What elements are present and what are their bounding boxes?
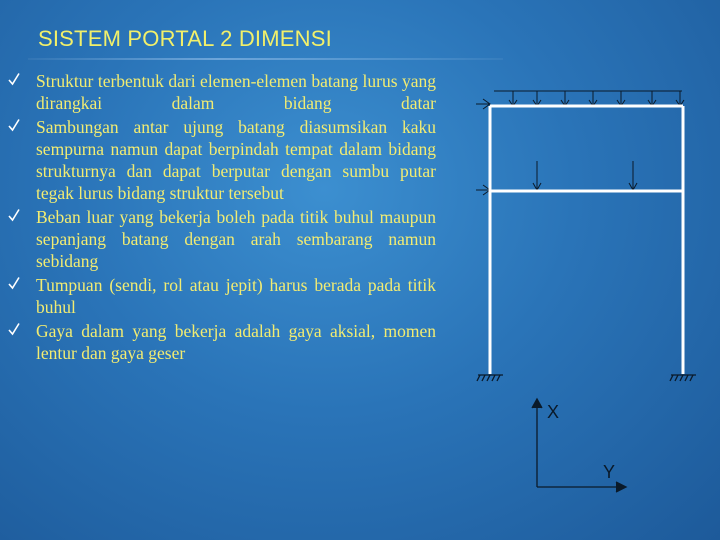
load-arrow [589, 91, 597, 106]
load-arrow [648, 91, 656, 106]
point-load-left [533, 161, 541, 190]
title-block [38, 26, 418, 52]
frame-members [490, 106, 683, 374]
bullet-text: Beban luar yang bekerja boleh pada titik buhul maupun sepanjang batang dengan arah sembarang namun sebidang [36, 207, 436, 271]
check-icon [8, 72, 20, 86]
distributed-load [494, 91, 684, 106]
fixed-support-right [670, 375, 696, 381]
check-icon [8, 118, 20, 132]
load-arrow [617, 91, 625, 106]
arrow-up-icon [532, 399, 542, 408]
axis-y-label: Y [603, 462, 616, 482]
list-item [8, 206, 436, 272]
load-arrow [676, 91, 684, 106]
bullet-text: Struktur terbentuk dari elemen-elemen batang lurus yang dirangkai dalam bidang datar [36, 71, 436, 113]
list-item [8, 116, 436, 204]
point-load-right [629, 161, 637, 190]
check-icon [8, 322, 20, 336]
portal-frame-diagram [470, 80, 720, 510]
horizontal-load-mid [476, 185, 490, 195]
bullet-text: Tumpuan (sendi, rol atau jepit) harus berada pada titik buhul [36, 275, 436, 317]
list-item [8, 274, 436, 318]
horizontal-load-top [476, 99, 490, 109]
bullet-list [8, 70, 436, 366]
fixed-support-left [477, 375, 503, 381]
axis-x-label: X [547, 402, 560, 422]
load-arrow [533, 91, 541, 106]
slide-title: SISTEM PORTAL 2 DIMENSI [38, 26, 332, 51]
load-arrow [509, 91, 517, 106]
bullet-text: Sambungan antar ujung batang diasumsikan kaku sempurna namun dapat berpindah tempat dalam bidang strukturnya dan dapat berputar dengan sumbu putar tegak lurus bidang struktur tersebut [36, 117, 436, 203]
check-icon [8, 208, 20, 222]
arrow-right-icon [616, 482, 626, 492]
load-arrow [561, 91, 569, 106]
title-underline [28, 58, 503, 60]
bullet-text: Gaya dalam yang bekerja adalah gaya aksial, momen lentur dan gaya geser [36, 321, 436, 363]
check-icon [8, 276, 20, 290]
list-item [8, 70, 436, 114]
list-item [8, 320, 436, 364]
